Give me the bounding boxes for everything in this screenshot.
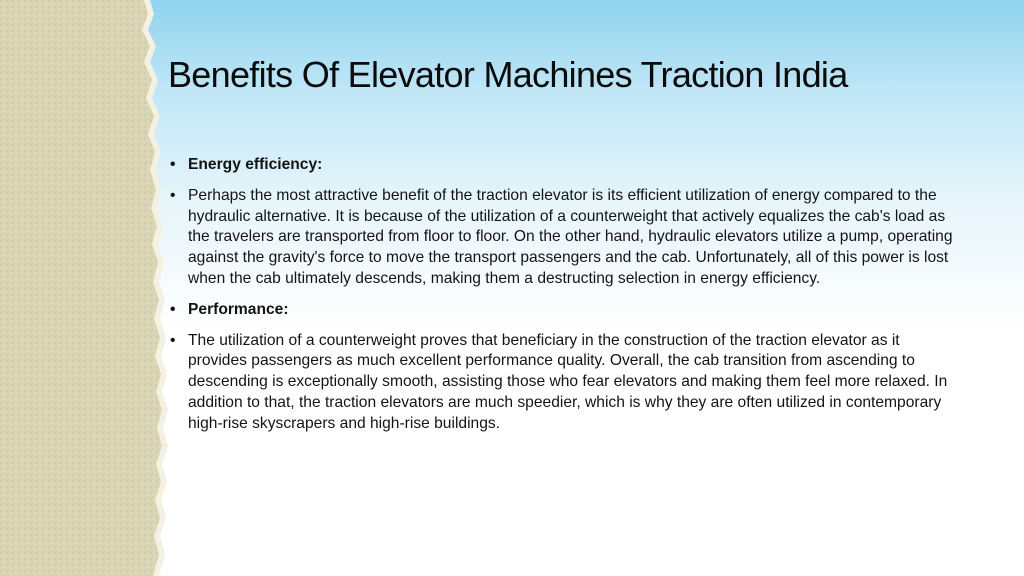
slide-title: Benefits Of Elevator Machines Traction India xyxy=(168,54,848,95)
list-item-text: Perhaps the most attractive benefit of the traction elevator is its efficient utilization of energy compared to the hydraulic alternative. It is because of the utilization of a counterweight that actively equalizes the cab's load as the travelers are transported from floor to floor. On the other hand, hydraulic elevators utilize a pump, operating against the gravity's force to move the transport passengers and the cab. Unfortunately, all of this power is lost when the cab ultimately descends, making them a destructing selection in energy efficiency. xyxy=(188,186,953,287)
bullet-icon: • xyxy=(170,331,176,349)
bullet-list xyxy=(168,155,958,445)
list-item-text: The utilization of a counterweight proves that beneficiary in the construction of the traction elevator as it provides passengers as much excellent performance quality. Overall, the cab transition from ascending to descending is exceptionally smooth, assisting those who fear elevators and making them feel more relaxed. In addition to that, the traction elevators are much speedier, which is why they are often utilized in contemporary high-rise skyscrapers and high-rise buildings. xyxy=(188,331,948,432)
list-item xyxy=(168,186,958,290)
list-item-text: Energy efficiency: xyxy=(188,156,323,173)
bullet-icon: • xyxy=(170,300,176,318)
list-item xyxy=(168,331,958,435)
list-item xyxy=(168,155,958,176)
list-item-text: Performance: xyxy=(188,300,289,318)
bullet-icon: • xyxy=(170,186,176,204)
torn-paper-decoration xyxy=(0,0,170,576)
list-item xyxy=(168,300,958,321)
bullet-icon: • xyxy=(170,156,176,173)
